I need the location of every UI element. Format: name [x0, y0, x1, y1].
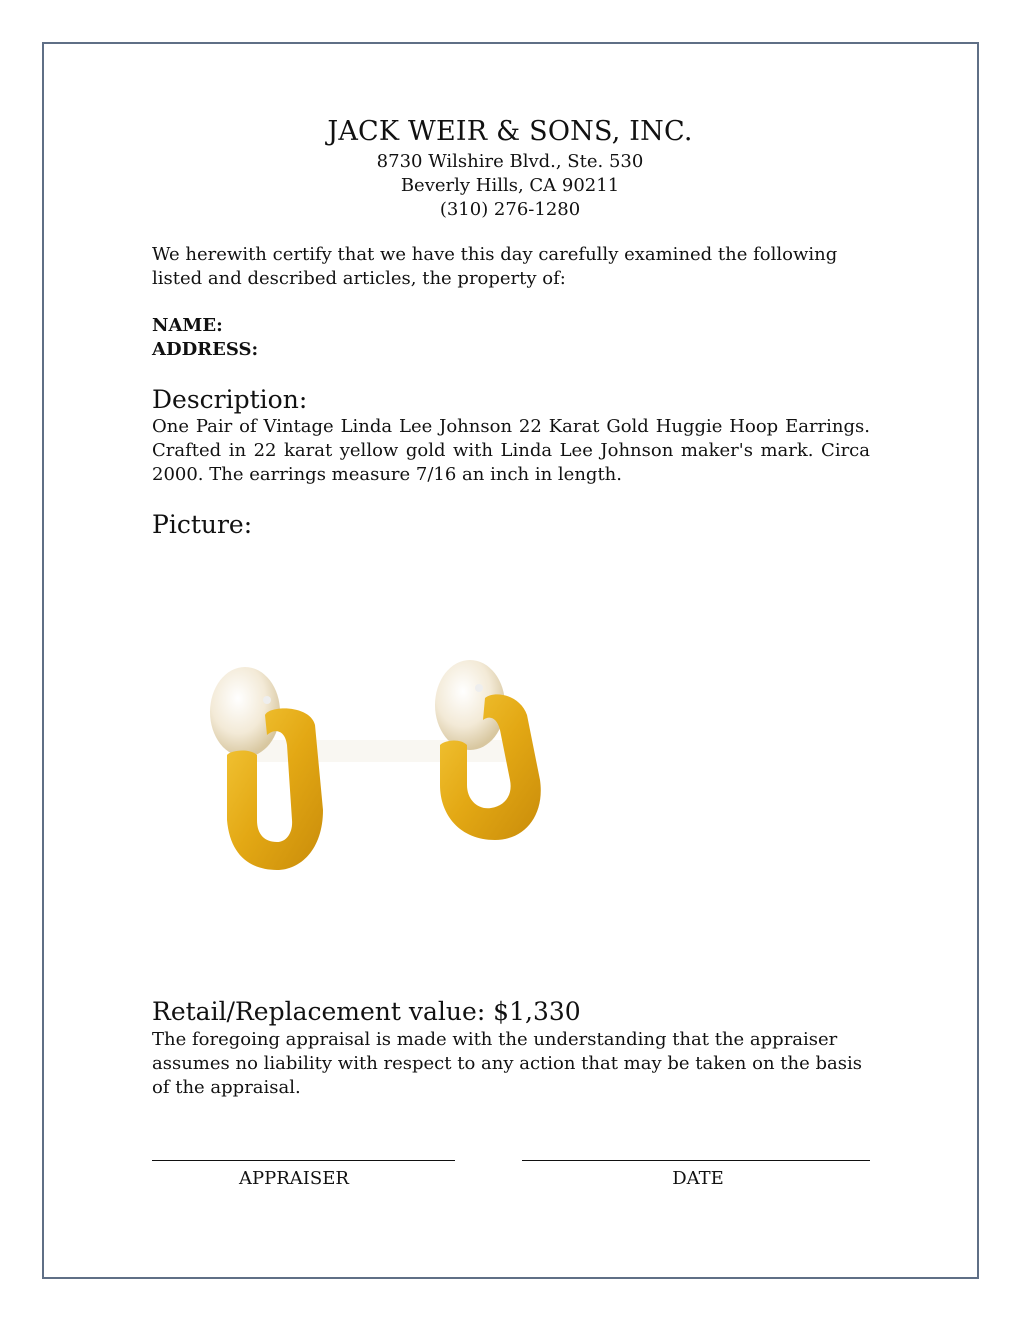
date-label: DATE — [672, 1168, 724, 1189]
company-phone: (310) 276-1280 — [439, 199, 581, 220]
appraisal-disclaimer: The foregoing appraisal is made with the understanding that the appraiser assumes no liability with respect to any action that may be taken on the basis of the appraisal. — [152, 1029, 862, 1098]
company-street-address: 8730 Wilshire Blvd., Ste. 530 — [376, 151, 644, 172]
address-label: ADDRESS: — [152, 339, 259, 360]
description-text: One Pair of Vintage Linda Lee Johnson 22 Karat Gold Huggie Hoop Earrings. Crafted in 22 karat yellow gold with Linda Lee Johnson maker's mark. Circa 2000. The earrings measure 7/16 an inch in length. — [152, 416, 870, 485]
company-name: JACK WEIR & SONS, INC. — [327, 116, 693, 147]
left-earring — [210, 667, 323, 870]
retail-value-heading: Retail/Replacement value: $1,330 — [152, 997, 581, 1026]
name-label: NAME: — [152, 315, 223, 336]
certification-intro: We herewith certify that we have this day carefully examined the following listed and described articles, the property of: — [152, 244, 838, 289]
date-signature-line — [522, 1160, 870, 1161]
appraiser-signature-line — [152, 1160, 455, 1161]
description-heading: Description: — [152, 385, 308, 414]
appraiser-label: APPRAISER — [239, 1168, 349, 1189]
earrings-photo — [195, 620, 575, 890]
company-city-address: Beverly Hills, CA 90211 — [400, 175, 620, 196]
picture-heading: Picture: — [152, 510, 253, 539]
